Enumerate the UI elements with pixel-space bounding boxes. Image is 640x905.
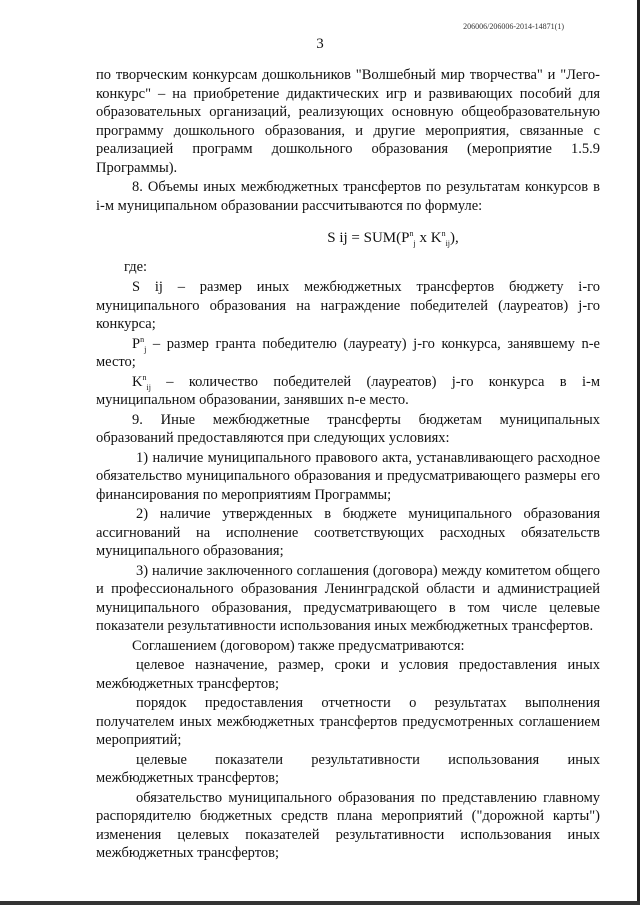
definition-k-text: – количество победителей (лауреатов) j-го конкурса в i-м муниципальном образовании, занявших n-е место. xyxy=(96,373,600,408)
definition-k xyxy=(96,373,600,410)
formula-end: ), xyxy=(450,230,459,246)
formula-lhs: S ij = SUM(P xyxy=(327,230,410,246)
definition-k-sub: ij xyxy=(146,382,151,392)
formula-k-sub: ij xyxy=(445,239,451,248)
paragraph-8: 8. Объемы иных межбюджетных трансфертов по результатам конкурсов в i-м муниципальном образовании рассчитываются по формуле: xyxy=(96,179,600,214)
definition-p-sub: j xyxy=(144,344,147,354)
paragraph-continuation: по творческим конкурсам дошкольников "Волшебный мир творчества" и "Лего-конкурс" – на приобретение дидактических игр и развивающих пособий для образовательных организаций, реализующих основную общеобразовательную программу дошкольного образования, и другие мероприятия, связанные с реализацией программ дошкольного образования (мероприятие 1.5.9 Программы). xyxy=(96,67,600,176)
formula xyxy=(186,229,600,248)
condition-3: 3) наличие заключенного соглашения (договора) между комитетом общего и профессионального образования Ленинградской области и администрацией муниципального образования, предусматривающего в том числе целевые показатели результативности использования иных межбюджетных трансфертов. xyxy=(96,562,600,634)
agreement-item-2: порядок предоставления отчетности о результатах выполнения получателем иных межбюджетных трансфертов предусмотренных соглашением мероприятий; xyxy=(96,695,600,748)
condition-1: 1) наличие муниципального правового акта, устанавливающего расходное обязательство муниципального образования и предусматривающего размеры его финансирования по мероприятиям Программы; xyxy=(96,449,600,503)
definition-p xyxy=(96,335,600,372)
scan-edge-bottom xyxy=(0,901,640,905)
document-code: 206006/206006-2014-14871(1) xyxy=(463,22,564,31)
formula-p-sub: j xyxy=(413,239,416,248)
agreement-item-1: целевое назначение, размер, сроки и условия предоставления иных межбюджетных трансфертов; xyxy=(96,657,600,692)
formula-mid: x K xyxy=(415,230,442,246)
definition-s-text: – размер иных межбюджетных трансфертов бюджету i-го муниципального образования на награждение победителей (лауреатов) j-го конкурса; xyxy=(96,279,600,332)
definition-s xyxy=(96,278,600,334)
definition-k-sup: n xyxy=(142,372,147,382)
formula-p-sup: n xyxy=(409,229,414,238)
definition-p-text: – размер гранта победителю (лауреату) j-го конкурса, занявшему n-е место; xyxy=(96,335,600,370)
definition-p-term: P xyxy=(132,335,141,352)
definition-p-sup: n xyxy=(140,334,145,344)
document-body xyxy=(96,66,600,864)
page-number: 3 xyxy=(316,36,324,52)
condition-2: 2) наличие утвержденных в бюджете муниципального образования ассигнований на исполнение соответствующих расходных обязательств муниципального образования; xyxy=(96,506,600,559)
agreement-item-3: целевые показатели результативности использования иных межбюджетных трансфертов; xyxy=(96,751,600,786)
agreement-intro: Соглашением (договором) также предусматриваются: xyxy=(132,637,465,654)
formula-k-sup: n xyxy=(441,229,446,238)
agreement-item-4: обязательство муниципального образования по представлению главному распорядителю бюджетных средств плана мероприятий ("дорожной карты") изменения целевых показателей результативности использования иных межбюджетных трансфертов; xyxy=(96,789,600,861)
definition-k-term: K xyxy=(132,373,143,390)
definition-s-term: S ij xyxy=(132,279,163,295)
where-label: где: xyxy=(124,258,148,275)
paragraph-9: 9. Иные межбюджетные трансферты бюджетам муниципальных образований предоставляются при следующих условиях: xyxy=(96,411,600,446)
